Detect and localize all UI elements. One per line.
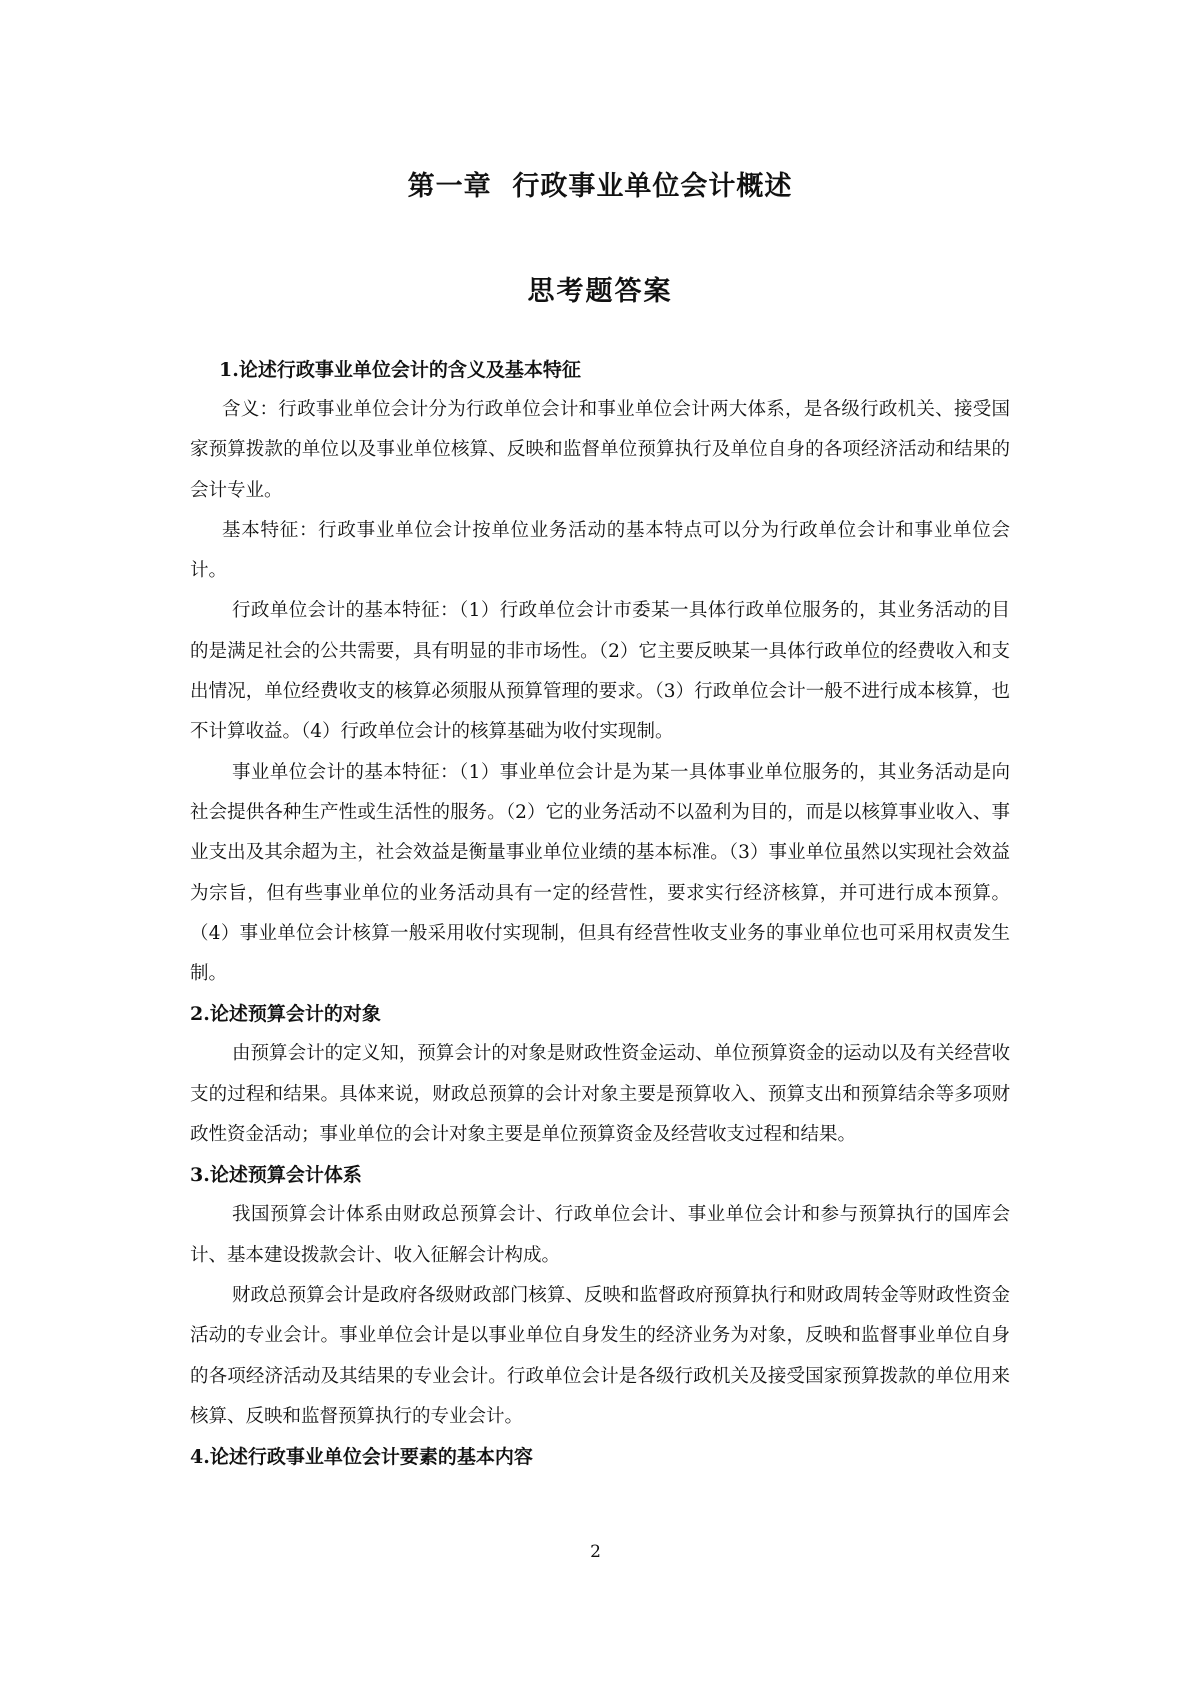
paragraph: 含义：行政事业单位会计分为行政单位会计和事业单位会计两大体系，是各级行政机关、接受国家预算拨款的单位以及事业单位核算、反映和监督单位预算执行及单位自身的各项经济活动和结果的会计专业。 [190, 399, 1010, 501]
paragraph: 基本特征：行政事业单位会计按单位业务活动的基本特点可以分为行政单位会计和事业单位会计。 [190, 519, 1010, 582]
paragraph: 财政总预算会计是政府各级财政部门核算、反映和监督政府预算执行和财政周转金等财政性资金活动的专业会计。事业单位会计是以事业单位自身发生的经济业务为对象，反映和监督事业单位自身的各项经济活动及其结果的专业会计。行政单位会计是各级行政机关及接受国家预算拨款的单位用来核算、反映和监督预算执行的专业会计。 [190, 1284, 1010, 1427]
paragraph: 由预算会计的定义知，预算会计的对象是财政性资金运动、单位预算资金的运动以及有关经营收支的过程和结果。具体来说，财政总预算的会计对象主要是预算收入、预算支出和预算结余等多项财政性资金活动；事业单位的会计对象主要是单位预算资金及经营收支过程和结果。 [190, 1043, 1010, 1146]
page-number: 2 [590, 1542, 601, 1562]
chapter-title: 第一章 行政事业单位会计概述 [407, 171, 793, 202]
question-1-heading: 1.论述行政事业单位会计的含义及基本特征 [219, 359, 581, 381]
question-4-heading: 4.论述行政事业单位会计要素的基本内容 [190, 1446, 533, 1469]
paragraph: 我国预算会计体系由财政总预算会计、行政单位会计、事业单位会计和参与预算执行的国库会计、基本建设拨款会计、收入征解会计构成。 [190, 1204, 1010, 1266]
paragraph: 事业单位会计的基本特征：（1）事业单位会计是为某一具体事业单位服务的，其业务活动是向社会提供各种生产性或生活性的服务。（2）它的业务活动不以盈利为目的，而是以核算事业收入、事业支出及其余超为主，社会效益是衡量事业单位业绩的基本标准。（3）事业单位虽然以实现社会效益为宗旨，但有些事业单位的业务活动具有一定的经营性，要求实行经济核算，并可进行成本预算。（4）事业单位会计核算一般采用收付实现制，但具有经营性收支业务的事业单位也可采用权责发生制。 [190, 761, 1010, 985]
question-2-heading: 2.论述预算会计的对象 [190, 1003, 381, 1026]
question-3-heading: 3.论述预算会计体系 [190, 1164, 362, 1187]
document-body [190, 350, 1010, 1477]
paragraph: 行政单位会计的基本特征：（1）行政单位会计市委某一具体行政单位服务的，其业务活动的目的是满足社会的公共需要，具有明显的非市场性。（2）它主要反映某一具体行政单位的经费收入和支出情况，单位经费收支的核算必须服从预算管理的要求。（3）行政单位会计一般不进行成本核算，也不计算收益。（4）行政单位会计的核算基础为收付实现制。 [190, 600, 1010, 743]
section-title: 思考题答案 [527, 276, 673, 307]
